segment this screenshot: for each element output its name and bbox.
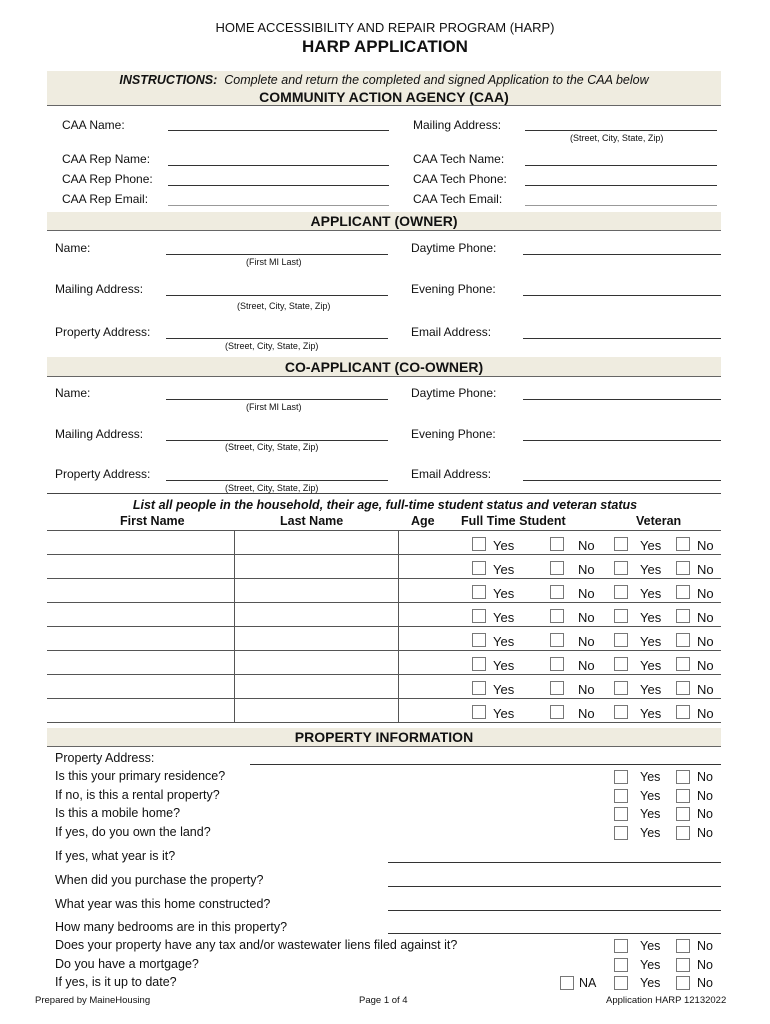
col-age: Age	[411, 514, 435, 528]
veteran-no-label: No	[697, 706, 714, 721]
student-no-label: No	[578, 610, 595, 625]
veteran-no-label: No	[697, 562, 714, 577]
applicant-daytime-field[interactable]	[523, 254, 721, 255]
student-no-label: No	[578, 658, 595, 673]
col-veteran: Veteran	[636, 514, 682, 528]
veteran-yes-checkbox[interactable]	[614, 681, 628, 695]
form-title: HARP APPLICATION	[302, 37, 468, 56]
last-name-cell[interactable]	[235, 675, 398, 698]
col-first-name: First Name	[120, 514, 185, 528]
caa-mailing-field[interactable]	[525, 130, 717, 131]
own-land-yes-checkbox[interactable]	[614, 826, 628, 840]
caa-rep-phone-label: CAA Rep Phone:	[62, 172, 153, 186]
rental-property-no-checkbox[interactable]	[676, 789, 690, 803]
mortgage-yes-label: Yes	[640, 958, 661, 972]
mortgage-current-no-checkbox[interactable]	[676, 976, 690, 990]
coapplicant-title: CO-APPLICANT (CO-OWNER)	[284, 359, 484, 375]
coapplicant-mailing-field[interactable]	[166, 440, 388, 441]
applicant-mailing-field[interactable]	[166, 295, 388, 296]
mortgage-current-yes-checkbox[interactable]	[614, 976, 628, 990]
student-no-checkbox[interactable]	[550, 633, 564, 647]
rental-property-yes-checkbox[interactable]	[614, 789, 628, 803]
purchase-date-field[interactable]	[388, 886, 721, 887]
q-liens: Does your property have any tax and/or wastewater liens filed against it?	[55, 938, 458, 952]
veteran-yes-label: Yes	[640, 658, 662, 673]
veteran-no-checkbox[interactable]	[676, 705, 690, 719]
age-cell[interactable]	[399, 579, 457, 602]
student-yes-checkbox[interactable]	[472, 681, 486, 695]
age-cell[interactable]	[399, 555, 457, 578]
footer-prepared: Prepared by MaineHousing	[35, 995, 151, 1006]
veteran-no-label: No	[697, 610, 714, 625]
age-cell[interactable]	[399, 603, 457, 626]
primary-residence-no-checkbox[interactable]	[676, 770, 690, 784]
q-purchase-date: When did you purchase the property?	[55, 873, 264, 887]
q-mortgage: Do you have a mortgage?	[55, 957, 199, 971]
footer-form-id: Application HARP 12132022	[606, 995, 727, 1006]
veteran-yes-label: Yes	[640, 706, 662, 721]
student-yes-label: Yes	[493, 610, 515, 625]
column-divider	[234, 531, 235, 723]
applicant-name-label: Name:	[55, 241, 91, 255]
veteran-no-checkbox[interactable]	[676, 609, 690, 623]
age-cell[interactable]	[399, 531, 457, 554]
caa-tech-email-field[interactable]	[525, 205, 717, 206]
rental-property-no-label: No	[697, 789, 713, 803]
veteran-yes-checkbox[interactable]	[614, 657, 628, 671]
student-yes-checkbox[interactable]	[472, 561, 486, 575]
student-no-checkbox[interactable]	[550, 681, 564, 695]
rental-property-yes-label: Yes	[640, 789, 661, 803]
q-own-land: If yes, do you own the land?	[55, 825, 211, 839]
coapplicant-evening-field[interactable]	[523, 440, 721, 441]
applicant-email-label: Email Address:	[411, 325, 492, 339]
caa-tech-email-label: CAA Tech Email:	[413, 192, 503, 206]
q-primary-residence: Is this your primary residence?	[55, 769, 226, 783]
student-no-label: No	[578, 706, 595, 721]
caa-tech-name-label: CAA Tech Name:	[413, 152, 505, 166]
student-no-label: No	[578, 538, 595, 553]
veteran-no-checkbox[interactable]	[676, 633, 690, 647]
student-no-checkbox[interactable]	[550, 609, 564, 623]
last-name-cell[interactable]	[235, 651, 398, 674]
applicant-title: APPLICANT (OWNER)	[310, 213, 458, 229]
student-no-checkbox[interactable]	[550, 585, 564, 599]
caa-rep-name-label: CAA Rep Name:	[62, 152, 151, 166]
age-cell[interactable]	[399, 651, 457, 674]
q-bedrooms: How many bedrooms are in this property?	[55, 920, 288, 934]
coapplicant-mailing-label: Mailing Address:	[55, 427, 144, 441]
coapplicant-property-label: Property Address:	[55, 467, 151, 481]
mortgage-current-na-checkbox[interactable]	[560, 976, 574, 990]
last-name-cell[interactable]	[235, 531, 398, 554]
first-name-cell[interactable]	[47, 627, 234, 650]
applicant-evening-label: Evening Phone:	[411, 282, 496, 296]
liens-no-checkbox[interactable]	[676, 939, 690, 953]
student-yes-checkbox[interactable]	[472, 609, 486, 623]
household-top-rule	[47, 493, 721, 494]
first-name-cell[interactable]	[47, 555, 234, 578]
own-land-yes-label: Yes	[640, 826, 661, 840]
applicant-property-field[interactable]	[166, 338, 388, 339]
first-name-cell[interactable]	[47, 603, 234, 626]
caa-mailing-hint: (Street, City, State, Zip)	[570, 133, 664, 143]
coapplicant-email-field[interactable]	[523, 480, 721, 481]
mortgage-current-yes-label: Yes	[640, 976, 661, 990]
coapplicant-daytime-field[interactable]	[523, 399, 721, 400]
student-yes-label: Yes	[493, 658, 515, 673]
student-yes-label: Yes	[493, 634, 515, 649]
first-name-cell[interactable]	[47, 699, 234, 722]
mobile-year-field[interactable]	[388, 862, 721, 863]
household-title: List all people in the household, their age, full-time student status and veteran status	[132, 498, 638, 512]
student-yes-label: Yes	[493, 682, 515, 697]
applicant-name-hint: (First MI Last)	[246, 257, 302, 267]
property-title: PROPERTY INFORMATION	[294, 729, 474, 745]
first-name-cell[interactable]	[47, 531, 234, 554]
mobile-home-yes-checkbox[interactable]	[614, 807, 628, 821]
q-mortgage-current: If yes, is it up to date?	[55, 975, 177, 989]
applicant-section-header	[47, 212, 721, 231]
student-no-checkbox[interactable]	[550, 561, 564, 575]
last-name-cell[interactable]	[235, 579, 398, 602]
veteran-yes-checkbox[interactable]	[614, 561, 628, 575]
primary-residence-no-label: No	[697, 770, 713, 784]
coapplicant-property-field[interactable]	[166, 480, 388, 481]
veteran-no-checkbox[interactable]	[676, 537, 690, 551]
student-yes-label: Yes	[493, 586, 515, 601]
primary-residence-yes-checkbox[interactable]	[614, 770, 628, 784]
coapplicant-mailing-hint: (Street, City, State, Zip)	[225, 442, 319, 452]
student-yes-checkbox[interactable]	[472, 537, 486, 551]
applicant-daytime-label: Daytime Phone:	[411, 241, 497, 255]
coapplicant-name-label: Name:	[55, 386, 91, 400]
caa-title: COMMUNITY ACTION AGENCY (CAA)	[259, 89, 509, 105]
q-mobile-home: Is this a mobile home?	[55, 806, 181, 820]
student-no-checkbox[interactable]	[550, 657, 564, 671]
mobile-home-no-checkbox[interactable]	[676, 807, 690, 821]
veteran-yes-checkbox[interactable]	[614, 609, 628, 623]
instructions-text: Complete and return the completed and signed Application to the CAA below	[224, 73, 649, 87]
last-name-cell[interactable]	[235, 555, 398, 578]
property-address-label: Property Address:	[55, 751, 155, 765]
student-yes-checkbox[interactable]	[472, 657, 486, 671]
veteran-yes-label: Yes	[640, 562, 662, 577]
caa-name-field[interactable]	[168, 130, 389, 131]
mortgage-current-no-label: No	[697, 976, 713, 990]
student-no-label: No	[578, 682, 595, 697]
student-no-checkbox[interactable]	[550, 705, 564, 719]
q-year-constructed: What year was this home constructed?	[55, 897, 271, 911]
caa-rep-phone-field[interactable]	[168, 185, 389, 186]
student-no-label: No	[578, 634, 595, 649]
age-cell[interactable]	[399, 675, 457, 698]
student-yes-checkbox[interactable]	[472, 633, 486, 647]
coapplicant-evening-label: Evening Phone:	[411, 427, 496, 441]
veteran-no-label: No	[697, 586, 714, 601]
veteran-yes-label: Yes	[640, 682, 662, 697]
na-label: NA	[579, 976, 597, 990]
coapplicant-property-hint: (Street, City, State, Zip)	[225, 483, 319, 493]
caa-name-label: CAA Name:	[62, 118, 125, 132]
column-divider	[398, 531, 399, 723]
mortgage-no-label: No	[697, 958, 713, 972]
property-address-field[interactable]	[250, 764, 721, 765]
veteran-no-label: No	[697, 634, 714, 649]
program-name: HOME ACCESSIBILITY AND REPAIR PROGRAM (HARP)	[215, 20, 555, 35]
caa-section-header	[47, 71, 721, 106]
q-mobile-year: If yes, what year is it?	[55, 849, 176, 863]
veteran-no-checkbox[interactable]	[676, 561, 690, 575]
instructions	[47, 73, 721, 87]
veteran-no-checkbox[interactable]	[676, 681, 690, 695]
coapplicant-name-hint: (First MI Last)	[246, 402, 302, 412]
first-name-cell[interactable]	[47, 675, 234, 698]
veteran-no-label: No	[697, 658, 714, 673]
caa-tech-phone-label: CAA Tech Phone:	[413, 172, 507, 186]
applicant-property-hint: (Street, City, State, Zip)	[225, 341, 319, 351]
coapplicant-daytime-label: Daytime Phone:	[411, 386, 497, 400]
coapplicant-name-field[interactable]	[166, 399, 388, 400]
caa-tech-phone-field[interactable]	[525, 185, 717, 186]
veteran-yes-checkbox[interactable]	[614, 705, 628, 719]
last-name-cell[interactable]	[235, 699, 398, 722]
caa-mailing-label: Mailing Address:	[413, 118, 502, 132]
coapplicant-email-label: Email Address:	[411, 467, 492, 481]
veteran-no-checkbox[interactable]	[676, 585, 690, 599]
veteran-no-label: No	[697, 538, 714, 553]
age-cell[interactable]	[399, 699, 457, 722]
student-no-label: No	[578, 586, 595, 601]
veteran-yes-checkbox[interactable]	[614, 537, 628, 551]
student-no-checkbox[interactable]	[550, 537, 564, 551]
student-yes-label: Yes	[493, 706, 515, 721]
caa-rep-email-field[interactable]	[168, 205, 389, 206]
veteran-yes-checkbox[interactable]	[614, 585, 628, 599]
col-last-name: Last Name	[280, 514, 344, 528]
applicant-mailing-hint: (Street, City, State, Zip)	[237, 301, 331, 311]
year-constructed-field[interactable]	[388, 910, 721, 911]
veteran-yes-label: Yes	[640, 634, 662, 649]
applicant-email-field[interactable]	[523, 338, 721, 339]
applicant-evening-field[interactable]	[523, 295, 721, 296]
col-student: Full Time Student	[461, 514, 566, 528]
own-land-no-label: No	[697, 826, 713, 840]
applicant-name-field[interactable]	[166, 254, 388, 255]
veteran-yes-label: Yes	[640, 538, 662, 553]
mortgage-no-checkbox[interactable]	[676, 958, 690, 972]
first-name-cell[interactable]	[47, 651, 234, 674]
property-section-header	[47, 728, 721, 747]
student-yes-checkbox[interactable]	[472, 705, 486, 719]
student-no-label: No	[578, 562, 595, 577]
veteran-yes-checkbox[interactable]	[614, 633, 628, 647]
age-cell[interactable]	[399, 627, 457, 650]
primary-residence-yes-label: Yes	[640, 770, 661, 784]
mobile-home-no-label: No	[697, 807, 713, 821]
veteran-no-checkbox[interactable]	[676, 657, 690, 671]
liens-yes-checkbox[interactable]	[614, 939, 628, 953]
veteran-yes-label: Yes	[640, 586, 662, 601]
applicant-mailing-label: Mailing Address:	[55, 282, 144, 296]
veteran-yes-label: Yes	[640, 610, 662, 625]
student-yes-checkbox[interactable]	[472, 585, 486, 599]
first-name-cell[interactable]	[47, 579, 234, 602]
q-rental-property: If no, is this a rental property?	[55, 788, 220, 802]
coapplicant-section-header	[47, 357, 721, 377]
instructions-lead: INSTRUCTIONS:	[119, 73, 218, 87]
caa-tech-name-field[interactable]	[525, 165, 717, 166]
applicant-property-label: Property Address:	[55, 325, 151, 339]
bedrooms-field[interactable]	[388, 933, 721, 934]
liens-no-label: No	[697, 939, 713, 953]
caa-rep-name-field[interactable]	[168, 165, 389, 166]
mobile-home-yes-label: Yes	[640, 807, 661, 821]
veteran-no-label: No	[697, 682, 714, 697]
liens-yes-label: Yes	[640, 939, 661, 953]
last-name-cell[interactable]	[235, 627, 398, 650]
caa-rep-email-label: CAA Rep Email:	[62, 192, 149, 206]
mortgage-yes-checkbox[interactable]	[614, 958, 628, 972]
own-land-no-checkbox[interactable]	[676, 826, 690, 840]
student-yes-label: Yes	[493, 538, 515, 553]
last-name-cell[interactable]	[235, 603, 398, 626]
footer-page: Page 1 of 4	[359, 995, 408, 1006]
student-yes-label: Yes	[493, 562, 515, 577]
